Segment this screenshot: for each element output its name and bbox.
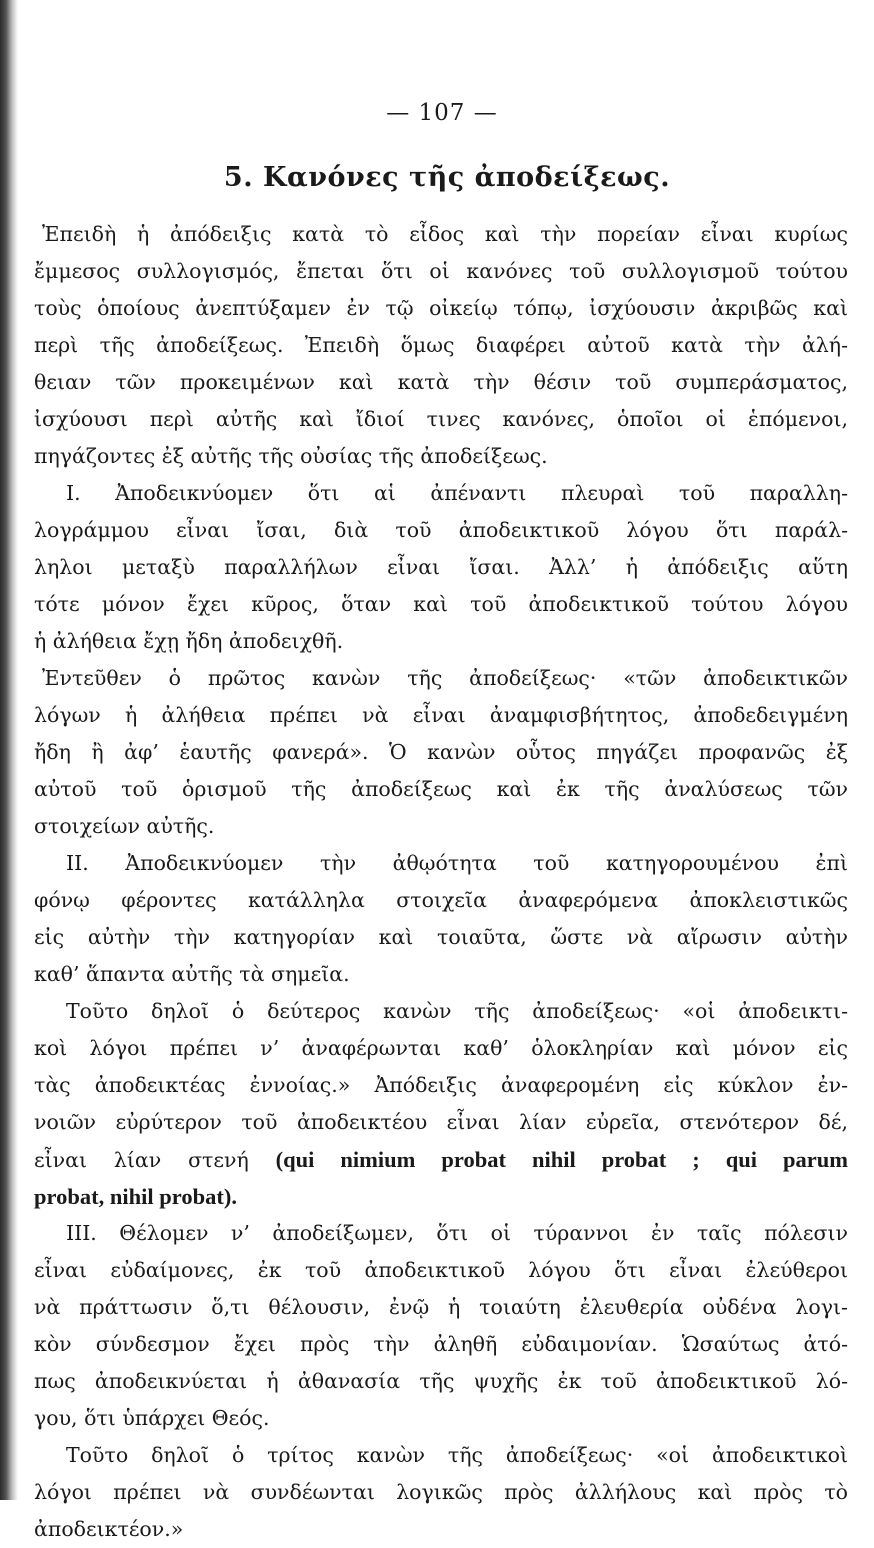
text-line: Ἐπειδὴ ἡ ἀπόδειξις κατὰ τὸ εἶδος καὶ τὴν πορείαν εἶναι κυρίως xyxy=(42,222,848,246)
text-line: περὶ τῆς ἀποδείξεως. Ἐπειδὴ ὅμως διαφέρει αὐτοῦ κατὰ τὴν ἀλή- xyxy=(34,333,848,357)
text-line: κὸν σύνδεσμον ἔχει πρὸς τὴν ἀληθῆ εὐδαιμονίαν. Ὡσαύτως ἀτό- xyxy=(34,1332,848,1356)
text-line: φόνῳ φέροντες κατάλληλα στοιχεῖα ἀναφερόμενα ἀποκλειστικῶς xyxy=(34,888,848,912)
text-line: αὐτοῦ τοῦ ὁρισμοῦ τῆς ἀποδείξεως καὶ ἐκ τῆς ἀναλύσεως τῶν xyxy=(34,777,848,801)
page-number: — 107 — xyxy=(386,100,498,126)
text-line: ἡ ἀλήθεια ἔχῃ ἤδη ἀποδειχθῆ. xyxy=(34,629,344,653)
text-line: ἤδη ἢ ἀφ’ ἑαυτῆς φανερά». Ὁ κανὼν οὗτος πηγάζει προφανῶς ἐξ xyxy=(34,740,848,764)
text-line: τότε μόνον ἔχει κῦρος, ὅταν καὶ τοῦ ἀποδεικτικοῦ τούτου λόγου xyxy=(34,592,848,616)
text-line: εἰς αὐτὴν τὴν κατηγορίαν καὶ τοιαῦτα, ὥστε νὰ αἴρωσιν αὐτὴν xyxy=(34,925,848,949)
text-line: λογράμμου εἶναι ἴσαι, διὰ τοῦ ἀποδεικτικοῦ λόγου ὅτι παράλ- xyxy=(34,518,848,542)
text-line: εἶναι εὐδαίμονες, ἐκ τοῦ ἀποδεικτικοῦ λόγου ὅτι εἶναι ἐλεύθεροι xyxy=(34,1258,848,1282)
text-line: πηγάζοντες ἐξ αὐτῆς τῆς οὐσίας τῆς ἀποδείξεως. xyxy=(34,444,548,468)
book-binding-shadow xyxy=(0,0,18,1500)
text-line: ἔμμεσος συλλογισμός, ἔπεται ὅτι οἱ κανόνες τοῦ συλλογισμοῦ τούτου xyxy=(34,259,848,283)
text-line: ἀποδεικτέον.» xyxy=(34,1517,184,1541)
text-line: λόγων ἡ ἀλήθεια πρέπει νὰ εἶναι ἀναμφισβήτητος, ἀποδεδειγμένη xyxy=(34,703,848,727)
section-heading: 5. Κανόνες τῆς ἀποδείξεως. xyxy=(223,162,671,193)
text-line: τοὺς ὁποίους ἀνεπτύξαμεν ἐν τῷ οἰκείῳ τόπῳ, ἰσχύουσιν ἀκριβῶς καὶ xyxy=(34,296,848,320)
text-line: στοιχείων αὐτῆς. xyxy=(34,814,215,838)
text-line: ληλοι μεταξὺ παραλλήλων εἶναι ἴσαι. Ἀλλ’ ἡ ἀπόδειξις αὕτη xyxy=(34,555,848,579)
text-line: Τοῦτο δηλοῖ ὁ δεύτερος κανὼν τῆς ἀποδείξεως· «οἱ ἀποδεικτι- xyxy=(66,999,848,1023)
body-text xyxy=(34,216,848,1548)
text-line: νὰ πράττωσιν ὅ,τι θέλουσιν, ἐνῷ ἡ τοιαύτη ἐλευθερία οὐδένα λογι- xyxy=(34,1295,848,1319)
latin-quotation: (qui nimium probat nihil probat ; qui parum xyxy=(275,1147,848,1172)
text-line: Τοῦτο δηλοῖ ὁ τρίτος κανὼν τῆς ἀποδείξεως· «οἱ ἀποδεικτικοὶ xyxy=(66,1443,848,1467)
text-line: λόγοι πρέπει νὰ συνδέωνται λογικῶς πρὸς ἀλλήλους καὶ πρὸς τὸ xyxy=(34,1480,848,1504)
text-line: γου, ὅτι ὑπάρχει Θεός. xyxy=(34,1406,270,1430)
text-line: III. Θέλομεν ν’ ἀποδείξωμεν, ὅτι οἱ τύραννοι ἐν ταῖς πόλεσιν xyxy=(66,1221,848,1245)
text-line: Ἐντεῦθεν ὁ πρῶτος κανὼν τῆς ἀποδείξεως· «τῶν ἀποδεικτικῶν xyxy=(42,666,848,690)
text-line: ἰσχύουσι περὶ αὐτῆς καὶ ἴδιοί τινες κανόνες, ὁποῖοι οἱ ἑπόμενοι, xyxy=(34,407,848,431)
text-line: πως ἀποδεικνύεται ἡ ἀθανασία τῆς ψυχῆς ἐκ τοῦ ἀποδεικτικοῦ λό- xyxy=(34,1369,848,1393)
text-line: καθ’ ἅπαντα αὐτῆς τὰ σημεῖα. xyxy=(34,962,350,986)
text-line: θειαν τῶν προκειμένων καὶ κατὰ τὴν θέσιν τοῦ συμπεράσματος, xyxy=(34,370,848,394)
text-line: probat, nihil probat). xyxy=(34,1184,237,1209)
text-line: I. Ἀποδεικνύομεν ὅτι αἱ ἀπέναντι πλευραὶ τοῦ παραλλη- xyxy=(66,481,848,505)
text-line-latin xyxy=(34,1141,848,1178)
text-line: II. Ἀποδεικνύομεν τὴν ἀθῳότητα τοῦ κατηγορουμένου ἐπὶ xyxy=(66,851,848,875)
greek-fragment: εἶναι λίαν στενή xyxy=(34,1148,249,1172)
text-line: τὰς ἀποδεικτέας ἐννοίας.» Ἀπόδειξις ἀναφερομένη εἰς κύκλον ἐν- xyxy=(34,1073,848,1097)
text-line: κοὶ λόγοι πρέπει ν’ ἀναφέρωνται καθ’ ὁλοκληρίαν καὶ μόνον εἰς xyxy=(34,1036,848,1060)
text-line: νοιῶν εὐρύτερον τοῦ ἀποδεικτέου εἶναι λίαν εὐρεῖα, στενότερον δέ, xyxy=(34,1110,848,1134)
